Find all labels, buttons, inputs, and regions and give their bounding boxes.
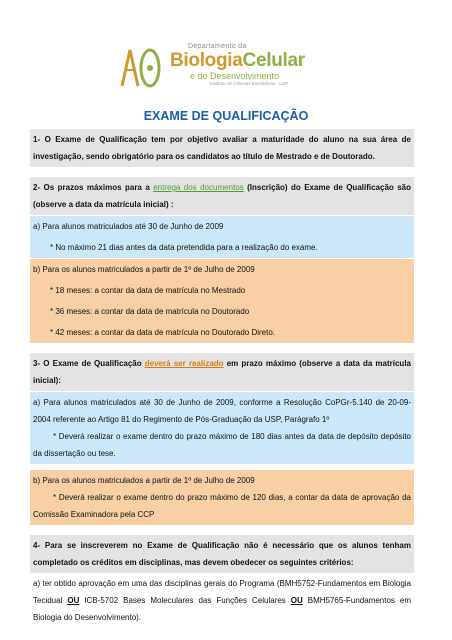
item-2b-detail-2: * 36 meses: a contar da data de matrícula no Doutorado bbox=[30, 301, 414, 322]
item-3-heading-post: em prazo máximo (observe a data da matrícula inicial): bbox=[33, 359, 411, 385]
item-3-heading bbox=[30, 353, 414, 391]
item-3a-line: a) Para alunos matriculados até 30 de Junho de 2009, conforme a Resolução CoPGr-5.140 de 20-09-2004 referente ao Artigo 81 do Regimento de Pós-Graduação da USP, Parágrafo 1º bbox=[33, 398, 411, 424]
item-1-paragraph: 1- O Exame de Qualificação tem por objetivo avaliar a maturidade do aluno na sua área de investigação, sendo obrigatório para os candidatos ao título de Mestrado e de Doutorado. bbox=[30, 129, 414, 167]
department-logo bbox=[116, 42, 326, 94]
document-content bbox=[30, 129, 414, 628]
item-4a-part3: BMH5765-Fundamentos em Biologia do Desenvolvimento). bbox=[33, 596, 412, 622]
item-3b-detail: * Deverá realizar o exame dentro do prazo máximo de 120 dias, a contar da data de aprovação da Comissão Examinadora pela CCP bbox=[33, 493, 411, 519]
item-2a-detail: * No máximo 21 dias antes da data pretendida para a realização do exame. bbox=[30, 237, 414, 258]
logo-sub-line: e do Desenvolvimento bbox=[190, 71, 280, 81]
item-3-link[interactable]: deverá ser realizado bbox=[144, 359, 224, 368]
item-4a-text bbox=[30, 573, 414, 628]
item-3a-text bbox=[30, 391, 414, 464]
item-4a-part2: ICB-5702 Bases Moleculares das Funções Celulares bbox=[79, 596, 291, 605]
page-title: EXAME DE QUALIFICAÇÃO bbox=[143, 109, 309, 123]
item-2a-line: a) Para alunos matriculados até 30 de Junho de 2009 bbox=[30, 215, 414, 237]
item-4a-or-1: OU bbox=[67, 596, 80, 605]
logo-department-line: Departamento da bbox=[188, 43, 247, 50]
item-2-heading-pre: 2- Os prazos máximos para a bbox=[33, 183, 154, 192]
item-4a-or-2: OU bbox=[290, 596, 303, 605]
item-2b-detail-1: * 18 meses: a contar da data de matrícula no Mestrado bbox=[30, 280, 414, 301]
item-2b-line: b) Para os alunos matriculados a partir de 1º de Julho de 2009 bbox=[30, 258, 414, 280]
item-2-heading bbox=[30, 177, 414, 215]
item-2-link[interactable]: entrega dos documentos bbox=[153, 183, 244, 192]
item-4-heading: 4- Para se inscreverem no Exame de Qualificação não é necessário que os alunos tenham completado os créditos em disciplinas, mas devem obedecer os seguintes critérios: bbox=[30, 535, 414, 573]
item-2b-detail-3: * 42 meses: a contar da data de matrícula no Doutorado Direto. bbox=[30, 322, 414, 343]
logo-institute-line: Instituto de Ciências Biomédicas · USP bbox=[210, 81, 289, 86]
item-2-heading-post: (Inscrição) do Exame de Qualificação são (observe a data da matrícula inicial) : bbox=[33, 183, 412, 209]
item-4a-part1: a) ter obtido aprovação em uma das disciplinas gerais do Programa (BMH5752-Fundamentos em Biologia Tecidual bbox=[33, 579, 411, 605]
item-3b-line: b) Para os alunos matriculados a partir de 1º de Julho de 2009 bbox=[33, 476, 255, 485]
logo-brand bbox=[170, 51, 330, 71]
cell-logo-icon bbox=[116, 46, 166, 90]
item-3a-detail: * Deverá realizar o exame dentro do prazo máximo de 180 dias antes da data de depósito depósito da dissertação ou tese. bbox=[33, 432, 411, 458]
item-3-heading-pre: 3- O Exame de Qualificação bbox=[33, 359, 145, 368]
logo-brand-part1: Biologia bbox=[170, 50, 243, 71]
item-3b-text bbox=[30, 470, 414, 525]
logo-brand-part2: Celular bbox=[242, 50, 305, 71]
